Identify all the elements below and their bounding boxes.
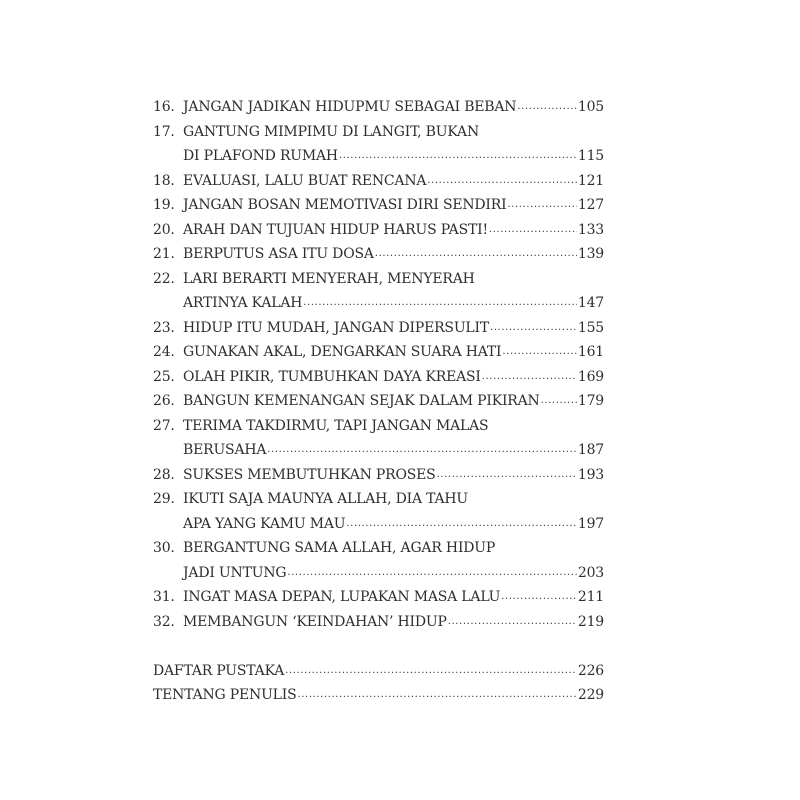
dot-leader <box>517 95 577 120</box>
chapter-number: 28. <box>153 466 175 483</box>
chapter-title: HIDUP ITU MUDAH, JANGAN DIPERSULIT <box>183 319 489 336</box>
chapter-number: 32. <box>153 613 175 630</box>
dot-leader <box>297 683 576 708</box>
chapter-number: 22. <box>153 270 175 287</box>
chapter-title: ARAH DAN TUJUAN HIDUP HARUS PASTI! <box>183 221 488 238</box>
chapter-number: 17. <box>153 123 175 140</box>
chapter-title: JADI UNTUNG <box>183 564 287 581</box>
toc-entry-line <box>153 316 604 341</box>
indent <box>153 291 183 316</box>
chapter-number: 21. <box>153 246 175 262</box>
chapter-number: 31. <box>153 589 175 605</box>
toc-entry-line <box>153 291 604 316</box>
toc-entry-line <box>153 169 604 194</box>
dot-leader <box>507 193 576 218</box>
page-number: 203 <box>577 564 604 581</box>
page-number: 179 <box>577 393 604 409</box>
dot-leader <box>285 659 577 684</box>
chapter-number: 18. <box>153 172 175 189</box>
chapter-title: JANGAN BOSAN MEMOTIVASI DIRI SENDIRI <box>183 197 507 213</box>
dot-leader <box>482 365 577 390</box>
dot-leader <box>375 242 577 267</box>
chapter-title: BANGUN KEMENANGAN SEJAK DALAM PIKIRAN <box>183 393 540 409</box>
page-number: 155 <box>577 319 604 336</box>
chapter-title: BERUSAHA <box>183 442 267 458</box>
section-title: TENTANG PENULIS <box>153 687 297 703</box>
toc-entry-line <box>153 389 604 414</box>
table-of-contents <box>153 95 604 708</box>
chapter-title: GANTUNG MIMPIMU DI LANGIT, BUKAN <box>183 123 479 140</box>
chapter-title: APA YANG KAMU MAU <box>183 515 346 532</box>
chapter-title: BERGANTUNG SAMA ALLAH, AGAR HIDUP <box>183 540 496 556</box>
chapter-title: LARI BERARTI MENYERAH, MENYERAH <box>183 270 475 287</box>
chapter-number: 30. <box>153 540 175 556</box>
chapter-number: 27. <box>153 417 175 434</box>
chapter-title: MEMBANGUN ‘KEINDAHAN’ HIDUP <box>183 613 447 630</box>
dot-leader <box>501 585 577 610</box>
toc-entry-line <box>153 95 604 120</box>
dot-leader <box>502 340 576 365</box>
dot-leader <box>427 169 577 194</box>
toc-entry-line <box>153 120 604 145</box>
chapter-number: 29. <box>153 491 175 507</box>
section-title: DAFTAR PUSTAKA <box>153 662 285 679</box>
page-number: 226 <box>577 662 604 679</box>
chapter-title: IKUTI SAJA MAUNYA ALLAH, DIA TAHU <box>183 491 469 507</box>
spacer <box>153 634 604 659</box>
toc-entry-line <box>153 144 604 169</box>
dot-leader <box>489 218 577 243</box>
chapter-number: 23. <box>153 319 175 336</box>
page-number: 121 <box>577 172 604 189</box>
toc-entry-line <box>153 340 604 365</box>
toc-entry-line <box>153 463 604 488</box>
indent <box>153 144 183 169</box>
page-number: 147 <box>577 295 604 311</box>
chapter-number: 25. <box>153 368 175 385</box>
toc-entry-line <box>153 438 604 463</box>
toc-entry-line <box>153 561 604 586</box>
toc-entry-line <box>153 365 604 390</box>
chapter-number: 19. <box>153 197 175 213</box>
page-number: 139 <box>577 246 604 262</box>
chapter-title: BERPUTUS ASA ITU DOSA <box>183 246 374 262</box>
indent <box>153 438 183 463</box>
dot-leader <box>448 610 577 635</box>
page-number: 211 <box>577 589 604 605</box>
dot-leader <box>541 389 577 414</box>
dot-leader <box>267 438 577 463</box>
chapter-title: JANGAN JADIKAN HIDUPMU SEBAGAI BEBAN <box>183 99 517 115</box>
toc-entry-line <box>153 659 604 684</box>
page-number: 197 <box>577 515 604 532</box>
chapter-number: 20. <box>153 221 175 238</box>
indent <box>153 561 183 586</box>
dot-leader <box>437 463 577 488</box>
toc-entry-line <box>153 242 604 267</box>
toc-entry-line <box>153 414 604 439</box>
toc-entry-line <box>153 610 604 635</box>
toc-entry-line <box>153 487 604 512</box>
page-number: 169 <box>577 368 604 385</box>
toc-entry-line <box>153 683 604 708</box>
toc-entry-line <box>153 193 604 218</box>
chapter-title: SUKSES MEMBUTUHKAN PROSES <box>183 466 436 483</box>
page-number: 115 <box>577 148 604 164</box>
page-number: 161 <box>577 344 604 360</box>
toc-entry-line <box>153 267 604 292</box>
chapter-title: EVALUASI, LALU BUAT RENCANA <box>183 172 427 189</box>
page-number: 187 <box>577 442 604 458</box>
dot-leader <box>490 316 577 341</box>
chapter-number: 16. <box>153 99 175 115</box>
toc-entry-line <box>153 536 604 561</box>
dot-leader <box>303 291 577 316</box>
page-number: 133 <box>577 221 604 238</box>
page-number: 105 <box>577 99 604 115</box>
dot-leader <box>287 561 577 586</box>
page-number: 219 <box>577 613 604 630</box>
toc-entry-line <box>153 218 604 243</box>
toc-entry-line <box>153 585 604 610</box>
indent <box>153 512 183 537</box>
page-number: 193 <box>577 466 604 483</box>
page-number: 127 <box>577 197 604 213</box>
dot-leader <box>346 512 576 537</box>
chapter-number: 24. <box>153 344 175 360</box>
chapter-title: OLAH PIKIR, TUMBUHKAN DAYA KREASI <box>183 368 481 385</box>
page-number: 229 <box>577 687 604 703</box>
toc-entry-line <box>153 512 604 537</box>
chapter-title: ARTINYA KALAH <box>183 295 303 311</box>
chapter-title: GUNAKAN AKAL, DENGARKAN SUARA HATI <box>183 344 502 360</box>
dot-leader <box>339 144 577 169</box>
chapter-title: DI PLAFOND RUMAH <box>183 148 338 164</box>
chapter-number: 26. <box>153 393 175 409</box>
chapter-title: TERIMA TAKDIRMU, TAPI JANGAN MALAS <box>183 417 489 434</box>
chapter-title: INGAT MASA DEPAN, LUPAKAN MASA LALU <box>183 589 501 605</box>
